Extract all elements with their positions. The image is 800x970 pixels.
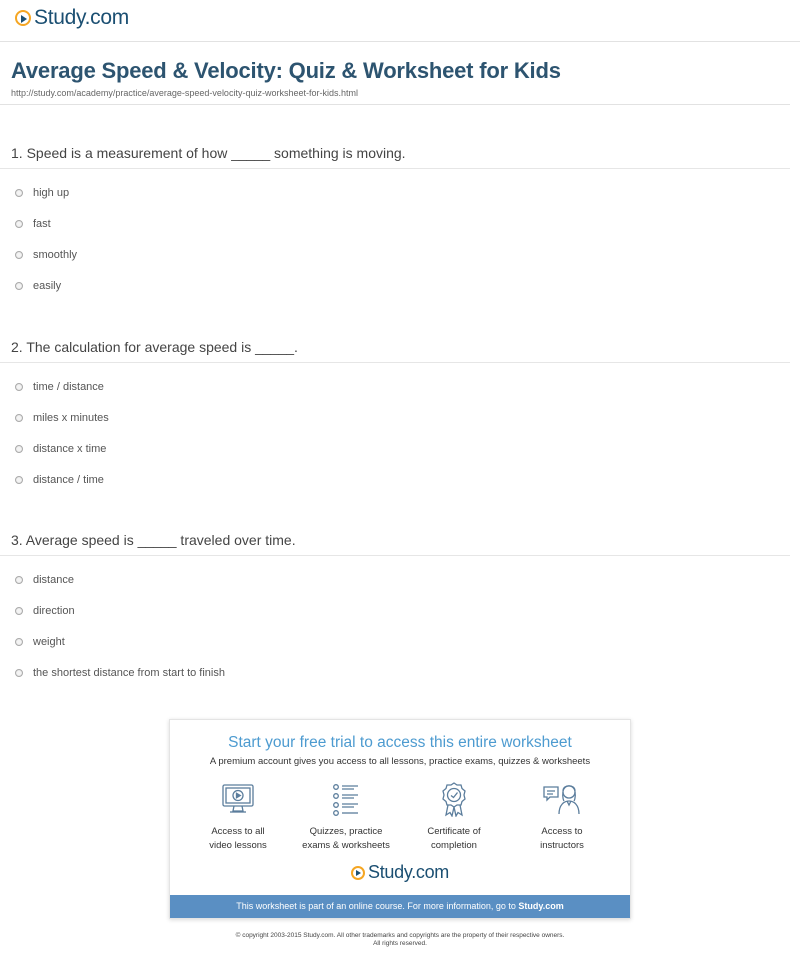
radio-button[interactable] — [15, 251, 23, 259]
question-text: 3. Average speed is _____ traveled over time. — [0, 531, 790, 556]
radio-button[interactable] — [15, 414, 23, 422]
study-com-link[interactable]: Study.com — [518, 901, 564, 911]
free-trial-promo — [169, 719, 631, 919]
copyright-line: © copyright 2003-2015 Study.com. All other trademarks and copyrights are the property of their respective owners. — [235, 932, 565, 939]
answer-label: fast — [33, 217, 51, 230]
feature-video-lessons — [188, 781, 288, 853]
radio-button[interactable] — [15, 638, 23, 646]
answer-label: the shortest distance from start to finish — [33, 666, 225, 679]
study-logo[interactable] — [15, 6, 129, 30]
feature-label — [296, 825, 396, 853]
answer-option[interactable] — [0, 626, 790, 657]
feature-quizzes — [296, 781, 396, 853]
answer-label: high up — [33, 186, 70, 199]
radio-button[interactable] — [15, 445, 23, 453]
feature-certificate — [404, 781, 504, 853]
promo-study-logo[interactable] — [170, 862, 630, 883]
promo-heading[interactable]: Start your free trial to access this entire worksheet — [228, 734, 572, 751]
answer-label: weight — [33, 635, 65, 648]
answer-label: miles x minutes — [33, 411, 109, 424]
radio-button[interactable] — [15, 576, 23, 584]
feature-label-line: completion — [431, 840, 477, 851]
answer-label: distance / time — [33, 473, 104, 486]
question-1 — [0, 144, 790, 301]
answer-label: easily — [33, 279, 62, 292]
feature-label — [188, 825, 288, 853]
radio-button[interactable] — [15, 383, 23, 391]
logo-text: Study.com — [34, 6, 129, 29]
question-3 — [0, 531, 790, 688]
answer-option[interactable] — [0, 464, 790, 495]
promo-info-bar — [170, 895, 630, 918]
answer-option[interactable] — [0, 270, 790, 301]
feature-label-line: video lessons — [209, 840, 267, 851]
feature-label-line: Quizzes, practice — [309, 826, 383, 837]
feature-label-line: Certificate of — [427, 826, 481, 837]
feature-label-line: exams & worksheets — [302, 840, 390, 851]
feature-label-line: Access to — [541, 826, 583, 837]
answer-label: distance — [33, 573, 74, 586]
quiz-list-icon — [328, 781, 364, 817]
copyright-line: All rights reserved. — [373, 940, 427, 947]
page-title: Average Speed & Velocity: Quiz & Worksheet for Kids — [11, 58, 561, 83]
page-url: http://study.com/academy/practice/average-speed-velocity-quiz-worksheet-for-kids.html — [11, 88, 358, 98]
answer-option[interactable] — [0, 433, 790, 464]
radio-button[interactable] — [15, 607, 23, 615]
promo-subheading: A premium account gives you access to all lessons, practice exams, quizzes & worksheets — [209, 756, 591, 767]
feature-instructors — [512, 781, 612, 853]
radio-button[interactable] — [15, 220, 23, 228]
logo-play-icon — [15, 10, 31, 26]
logo-text: Study.com — [368, 862, 449, 882]
answer-option[interactable] — [0, 177, 790, 208]
copyright-notice — [0, 932, 800, 948]
header-divider — [0, 41, 800, 42]
answer-option[interactable] — [0, 371, 790, 402]
answer-option[interactable] — [0, 595, 790, 626]
answer-option[interactable] — [0, 402, 790, 433]
answer-option[interactable] — [0, 564, 790, 595]
radio-button[interactable] — [15, 189, 23, 197]
radio-button[interactable] — [15, 669, 23, 677]
feature-label — [404, 825, 504, 853]
logo-play-icon — [351, 866, 365, 880]
radio-button[interactable] — [15, 476, 23, 484]
answer-label: distance x time — [33, 442, 107, 455]
answer-label: direction — [33, 604, 75, 617]
question-text: 1. Speed is a measurement of how _____ something is moving. — [0, 144, 790, 169]
feature-label-line: instructors — [540, 840, 584, 851]
feature-list — [170, 781, 630, 853]
title-divider — [0, 104, 790, 105]
question-text: 2. The calculation for average speed is _____. — [0, 338, 790, 363]
instructor-icon — [542, 781, 582, 817]
answer-option[interactable] — [0, 239, 790, 270]
feature-label-line: Access to all — [211, 826, 265, 837]
answer-option[interactable] — [0, 208, 790, 239]
video-lessons-icon — [220, 781, 256, 817]
certificate-icon — [436, 781, 472, 817]
question-2 — [0, 338, 790, 495]
radio-button[interactable] — [15, 282, 23, 290]
feature-label — [512, 825, 612, 853]
promo-bar-text: This worksheet is part of an online course. For more information, go to — [236, 901, 519, 911]
answer-option[interactable] — [0, 657, 790, 688]
answer-label: time / distance — [33, 380, 104, 393]
answer-label: smoothly — [33, 248, 78, 261]
